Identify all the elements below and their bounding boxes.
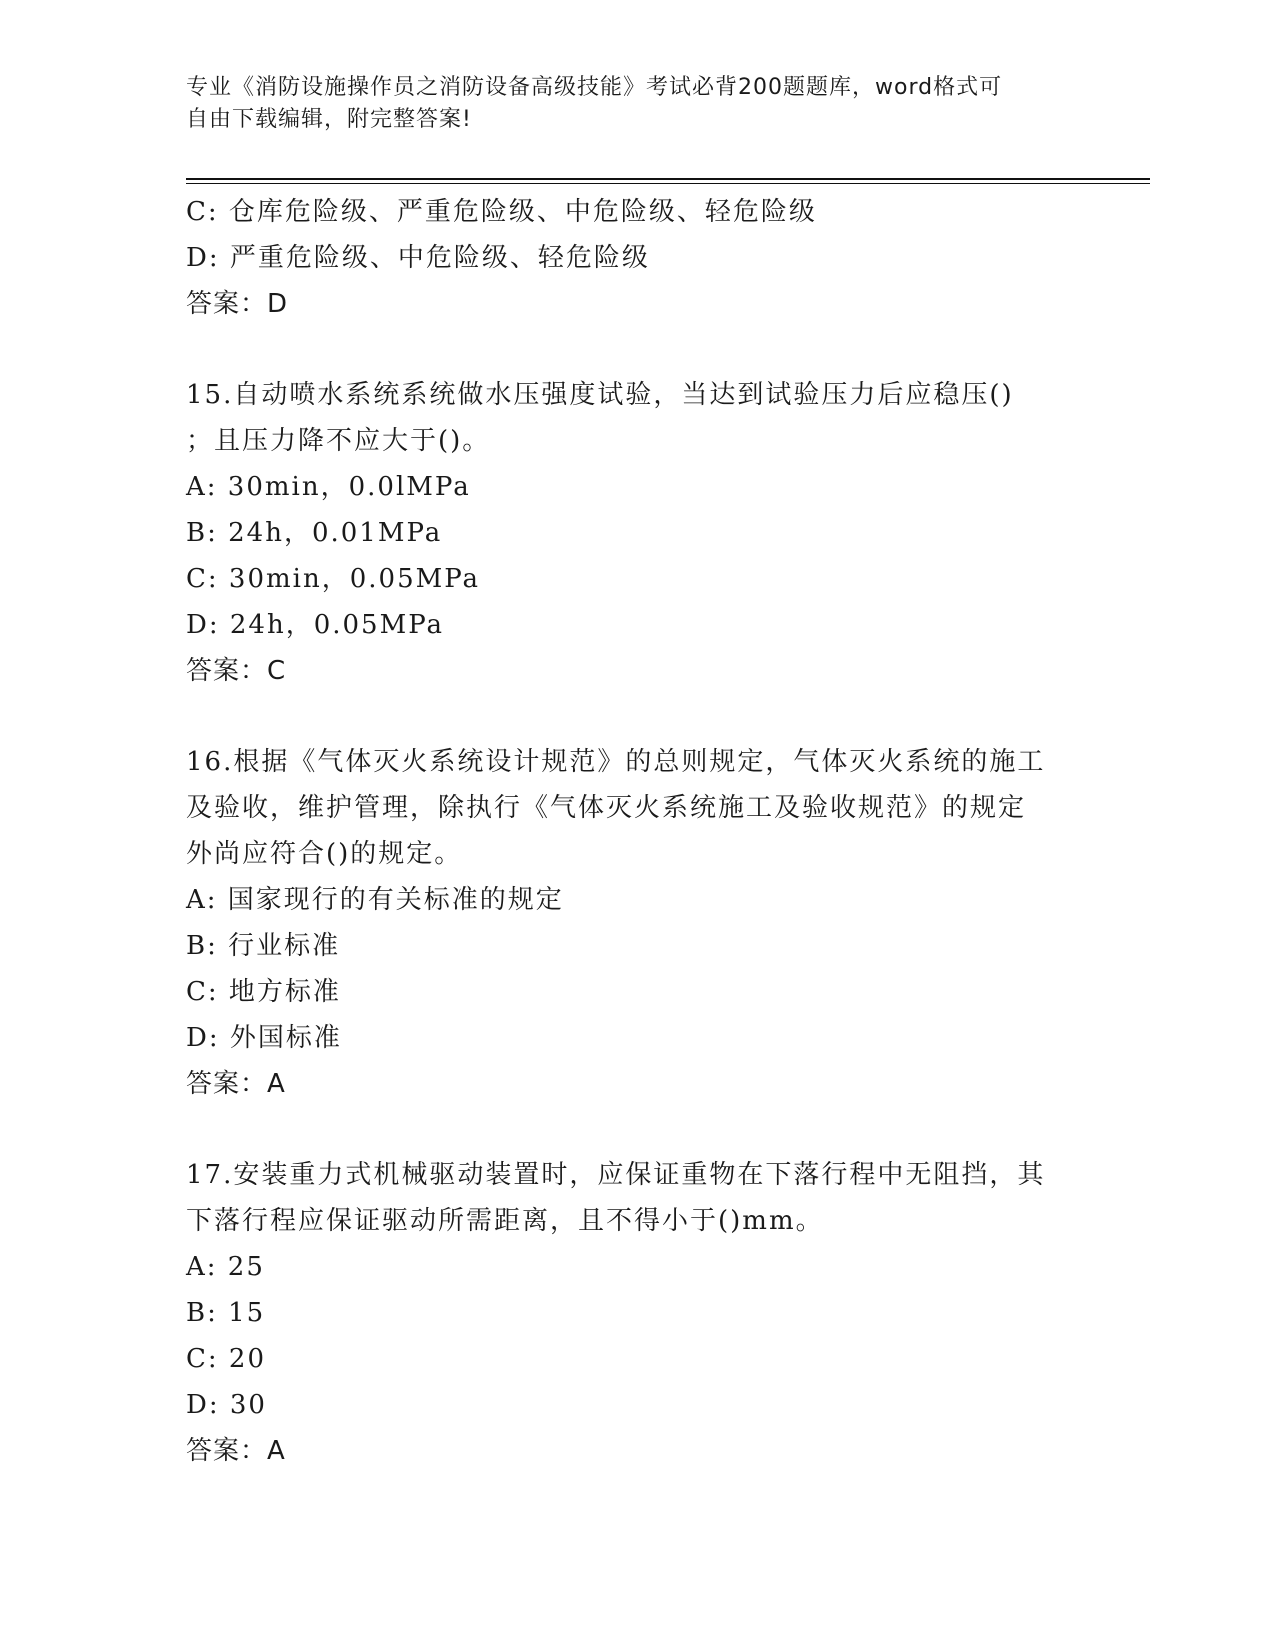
option-c: C: 仓库危险级、严重危险级、中危险级、轻危险级 bbox=[186, 197, 817, 227]
option-d: D: 外国标准 bbox=[186, 1023, 342, 1053]
option-c: C: 30min，0.05MPa bbox=[186, 564, 481, 594]
question-17 bbox=[186, 1152, 1086, 1474]
document-header bbox=[186, 72, 1066, 136]
spacer bbox=[186, 327, 1086, 372]
option-d: D: 24h，0.05MPa bbox=[186, 610, 445, 640]
answer-line: 答案：D bbox=[186, 289, 289, 319]
question-stem-line: 16.根据《气体灭火系统设计规范》的总则规定，气体灭火系统的施工 bbox=[186, 747, 1046, 777]
header-divider-thin bbox=[186, 183, 1150, 184]
header-line-1: 专业《消防设施操作员之消防设备高级技能》考试必背200题题库，word格式可 bbox=[186, 75, 1003, 100]
question-stem-line: 下落行程应保证驱动所需距离，且不得小于()mm。 bbox=[186, 1206, 824, 1236]
question-stem-line: ；且压力降不应大于()。 bbox=[186, 426, 491, 456]
option-d: D: 30 bbox=[186, 1390, 267, 1420]
option-a: A: 30min，0.0lMPa bbox=[186, 472, 471, 502]
question-15 bbox=[186, 372, 1086, 694]
question-16 bbox=[186, 739, 1086, 1107]
question-content bbox=[186, 189, 1086, 1474]
option-a: A: 国家现行的有关标准的规定 bbox=[186, 885, 564, 915]
question-stem-line: 外尚应符合()的规定。 bbox=[186, 839, 463, 869]
option-b: B: 行业标准 bbox=[186, 931, 341, 961]
spacer bbox=[186, 694, 1086, 739]
header-divider-thick bbox=[186, 178, 1150, 180]
option-c: C: 20 bbox=[186, 1344, 267, 1374]
answer-line: 答案：A bbox=[186, 1436, 286, 1466]
header-line-2: 自由下载编辑，附完整答案! bbox=[186, 107, 472, 132]
question-stem-line: 15.自动喷水系统系统做水压强度试验，当达到试验压力后应稳压() bbox=[186, 380, 1014, 410]
option-d: D: 严重危险级、中危险级、轻危险级 bbox=[186, 243, 650, 273]
option-b: B: 24h，0.01MPa bbox=[186, 518, 443, 548]
option-b: B: 15 bbox=[186, 1298, 266, 1328]
answer-line: 答案：A bbox=[186, 1069, 286, 1099]
option-a: A: 25 bbox=[186, 1252, 265, 1282]
question-stem-line: 及验收，维护管理，除执行《气体灭火系统施工及验收规范》的规定 bbox=[186, 793, 1027, 823]
option-c: C: 地方标准 bbox=[186, 977, 341, 1007]
question-stem-line: 17.安装重力式机械驱动装置时，应保证重物在下落行程中无阻挡，其 bbox=[186, 1160, 1046, 1190]
answer-line: 答案：C bbox=[186, 656, 287, 686]
spacer bbox=[186, 1107, 1086, 1152]
